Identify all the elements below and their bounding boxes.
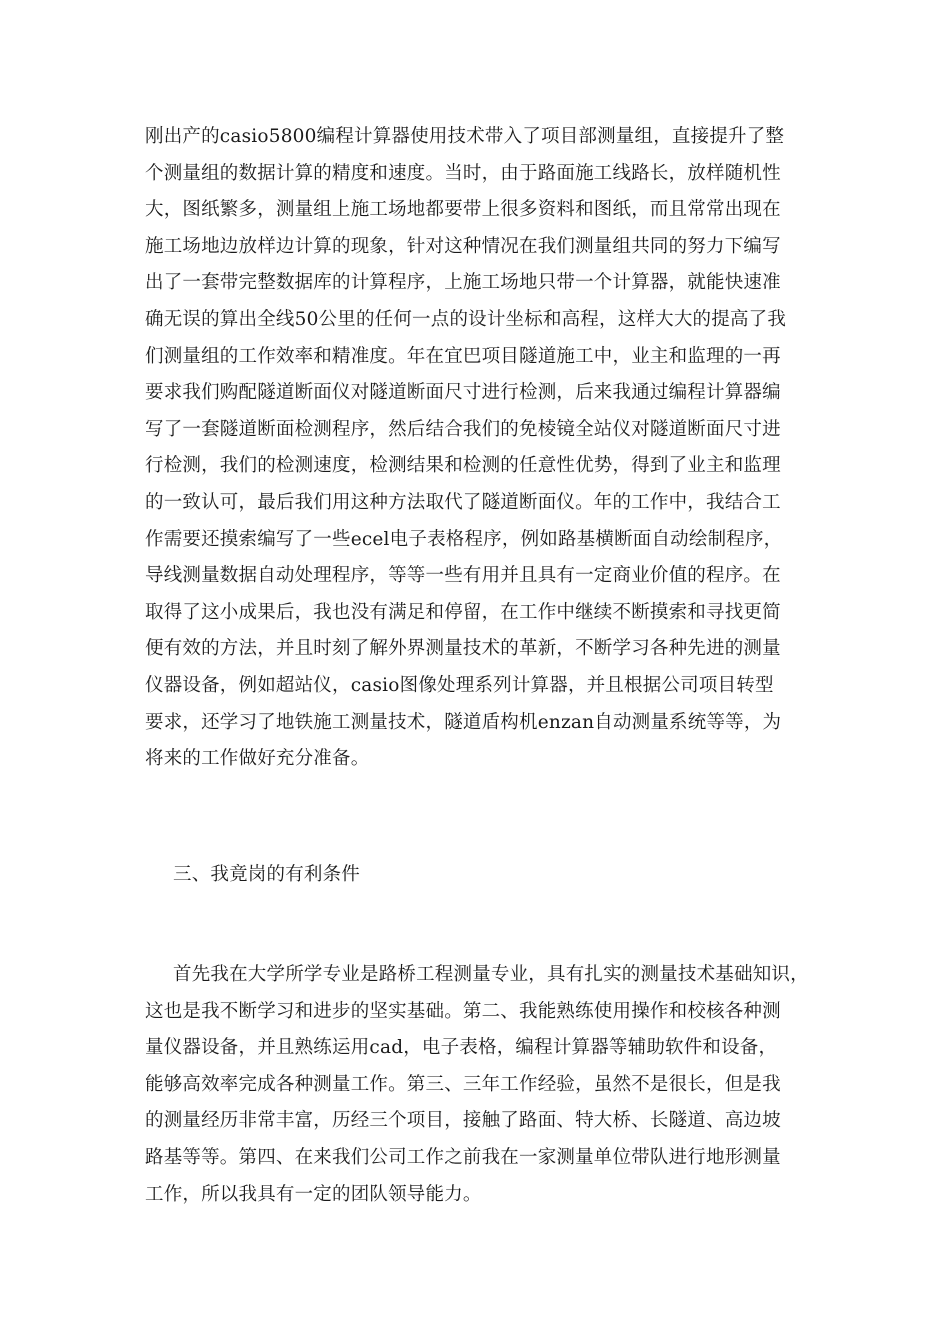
paragraph-work-experience bbox=[145, 119, 845, 778]
text-line: 要求我们购配隧道断面仪对隧道断面尺寸进行检测，后来我通过编程计算器编 bbox=[145, 382, 781, 404]
paragraph-advantages bbox=[145, 957, 845, 1213]
text-line: 行检测，我们的检测速度，检测结果和检测的任意性优势，得到了业主和监理 bbox=[145, 455, 781, 477]
text-line: 的测量经历非常丰富，历经三个项目，接触了路面、特大桥、长隧道、高边坡 bbox=[145, 1110, 781, 1132]
text-line: 首先我在大学所学专业是路桥工程测量专业，具有扎实的测量技术基础知识， bbox=[173, 964, 809, 985]
text-line: 量仪器设备，并且熟练运用cad，电子表格，编程计算器等辅助软件和设备， bbox=[145, 1037, 778, 1059]
text-line: 的一致认可，最后我们用这种方法取代了隧道断面仪。年的工作中，我结合工 bbox=[145, 491, 781, 513]
text-line: 取得了这小成果后，我也没有满足和停留，在工作中继续不断摸索和寻找更简 bbox=[145, 601, 781, 623]
text-line: 出了一套带完整数据库的计算程序，上施工场地只带一个计算器，就能快速准 bbox=[145, 272, 781, 294]
text-line: 确无误的算出全线50公里的任何一点的设计坐标和高程，这样大大的提高了我 bbox=[145, 308, 787, 330]
text-line: 能够高效率完成各种测量工作。第三、三年工作经验，虽然不是很长，但是我 bbox=[145, 1073, 781, 1095]
text-line: 这也是我不断学习和进步的坚实基础。第二、我能熟练使用操作和校核各种测 bbox=[145, 1000, 781, 1022]
text-line: 作需要还摸索编写了一些ecel电子表格程序，例如路基横断面自动绘制程序， bbox=[145, 528, 783, 550]
text-line: 要求，还学习了地铁施工测量技术，隧道盾构机enzan自动测量系统等等，为 bbox=[145, 711, 782, 733]
text-line: 个测量组的数据计算的精度和速度。当时，由于路面施工线路长，放样随机性 bbox=[145, 162, 781, 184]
text-line: 路基等等。第四、在来我们公司工作之前我在一家测量单位带队进行地形测量 bbox=[145, 1146, 781, 1168]
section-heading: 三、我竟岗的有利条件 bbox=[173, 864, 361, 885]
text-line: 施工场地边放样边计算的现象，针对这种情况在我们测量组共同的努力下编写 bbox=[145, 235, 781, 257]
text-line: 刚出产的casio5800编程计算器使用技术带入了项目部测量组，直接提升了整 bbox=[145, 126, 785, 147]
text-line: 导线测量数据自动处理程序，等等一些有用并且具有一定商业价值的程序。在 bbox=[145, 565, 781, 587]
text-line: 将来的工作做好充分准备。 bbox=[145, 748, 370, 770]
text-line: 便有效的方法，并且时刻了解外界测量技术的革新，不断学习各种先进的测量 bbox=[145, 638, 781, 660]
text-line: 们测量组的工作效率和精准度。年在宜巴项目隧道施工中，业主和监理的一再 bbox=[145, 345, 781, 367]
text-line: 仪器设备，例如超站仪，casio图像处理系列计算器，并且根据公司项目转型 bbox=[145, 674, 774, 696]
text-line: 工作，所以我具有一定的团队领导能力。 bbox=[145, 1183, 482, 1205]
text-line: 大，图纸繁多，测量组上施工场地都要带上很多资料和图纸，而且常常出现在 bbox=[145, 199, 781, 221]
text-line: 写了一套隧道断面检测程序，然后结合我们的免棱镜全站仪对隧道断面尺寸进 bbox=[145, 418, 781, 440]
